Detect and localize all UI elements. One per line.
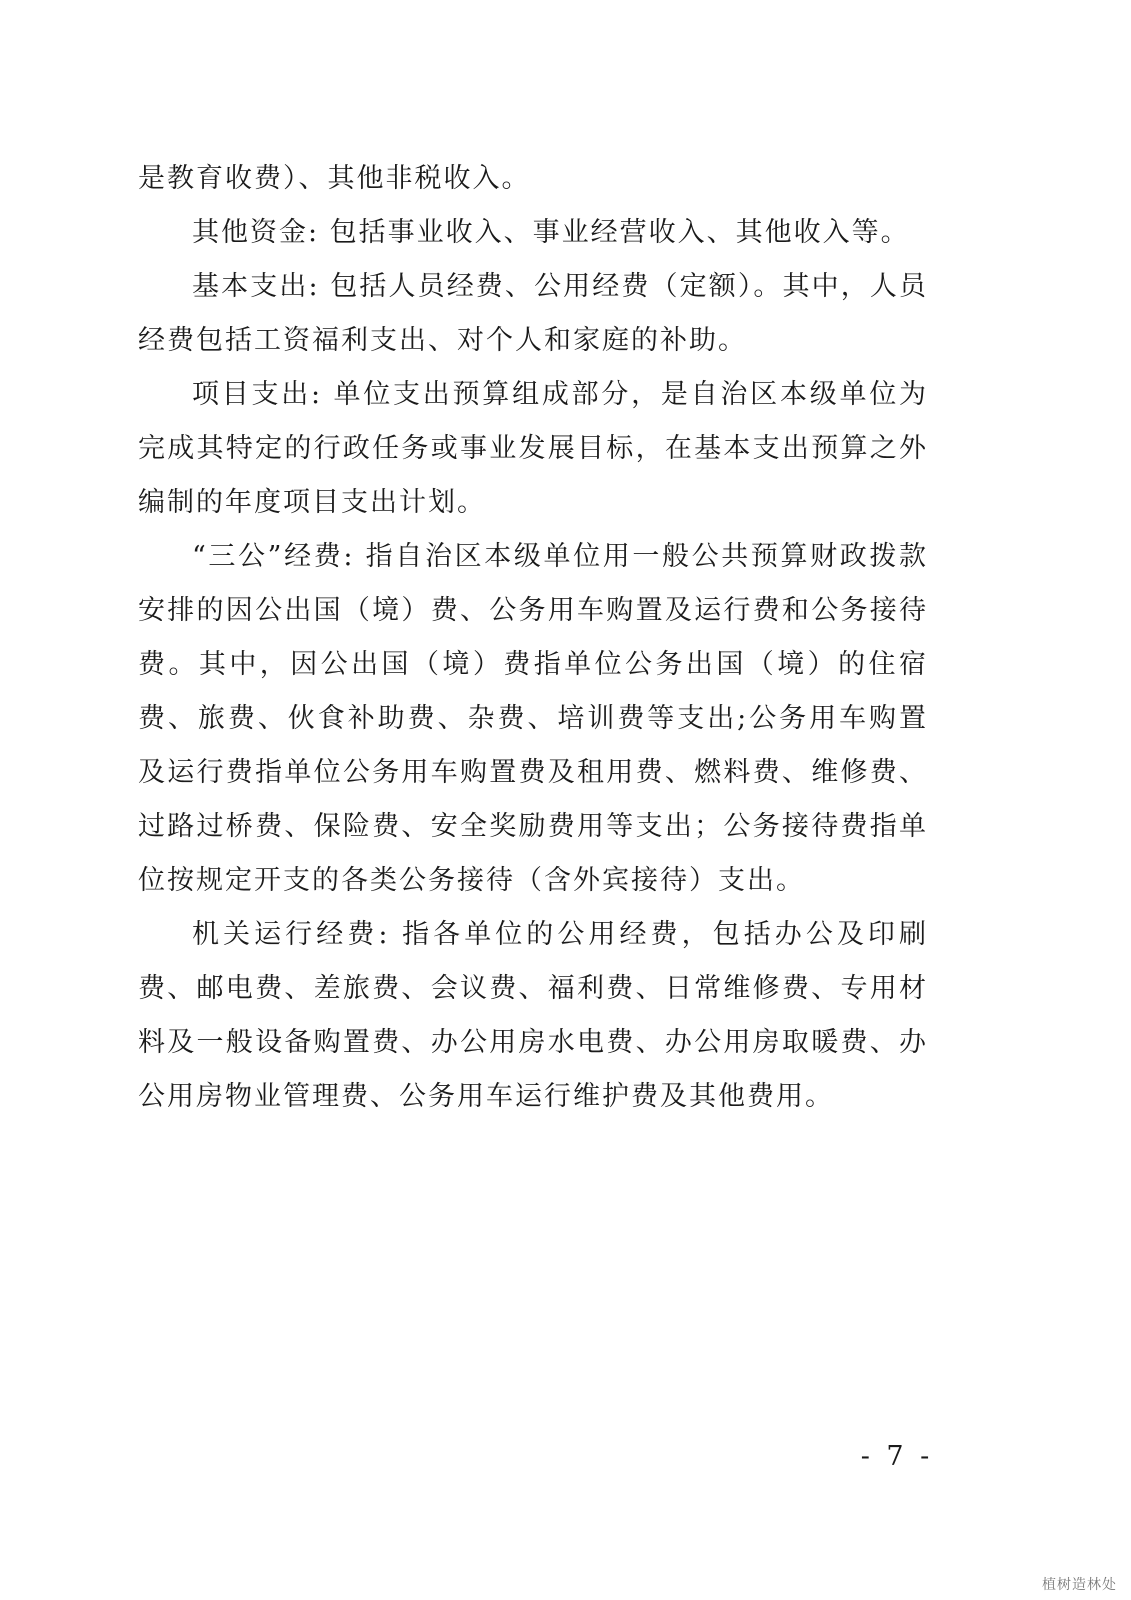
body-text [138,152,928,1124]
paragraph-continuation: 是教育收费）、其他非税收入。 [138,163,531,194]
page-number: - 7 - [860,1441,934,1472]
paragraph-project-expenditure: 项目支出: 单位支出预算组成部分，是自治区本级单位为完成其特定的行政任务或事业发展目标，在基本支出预算之外编制的年度项目支出计划。 [138,379,928,518]
paragraph-operating-expenses: 机关运行经费: 指各单位的公用经费，包括办公及印刷费、邮电费、差旅费、会议费、福利费、日常维修费、专用材料及一般设备购置费、办公用房水电费、办公用房取暖费、办公用房物业管理费、公务用车运行维护费及其他费用。 [138,919,928,1112]
paragraph-other-funds: 其他资金: 包括事业收入、事业经营收入、其他收入等。 [192,217,910,248]
paragraph-three-public-expenses: “三公”经费: 指自治区本级单位用一般公共预算财政拨款安排的因公出国（境）费、公务用车购置及运行费和公务接待费。其中，因公出国（境）费指单位公务出国（境）的住宿费、旅费、伙食补助费、杂费、培训费等支出;公务用车购置及运行费指单位公务用车购置费及租用费、燃料费、维修费、过路过桥费、保险费、安全奖励费用等支出；公务接待费指单位按规定开支的各类公务接待（含外宾接待）支出。 [138,541,928,896]
paragraph-basic-expenditure: 基本支出: 包括人员经费、公用经费（定额）。其中，人员经费包括工资福利支出、对个人和家庭的补助。 [138,271,928,356]
watermark-text: 植树造林处 [1042,1577,1117,1593]
